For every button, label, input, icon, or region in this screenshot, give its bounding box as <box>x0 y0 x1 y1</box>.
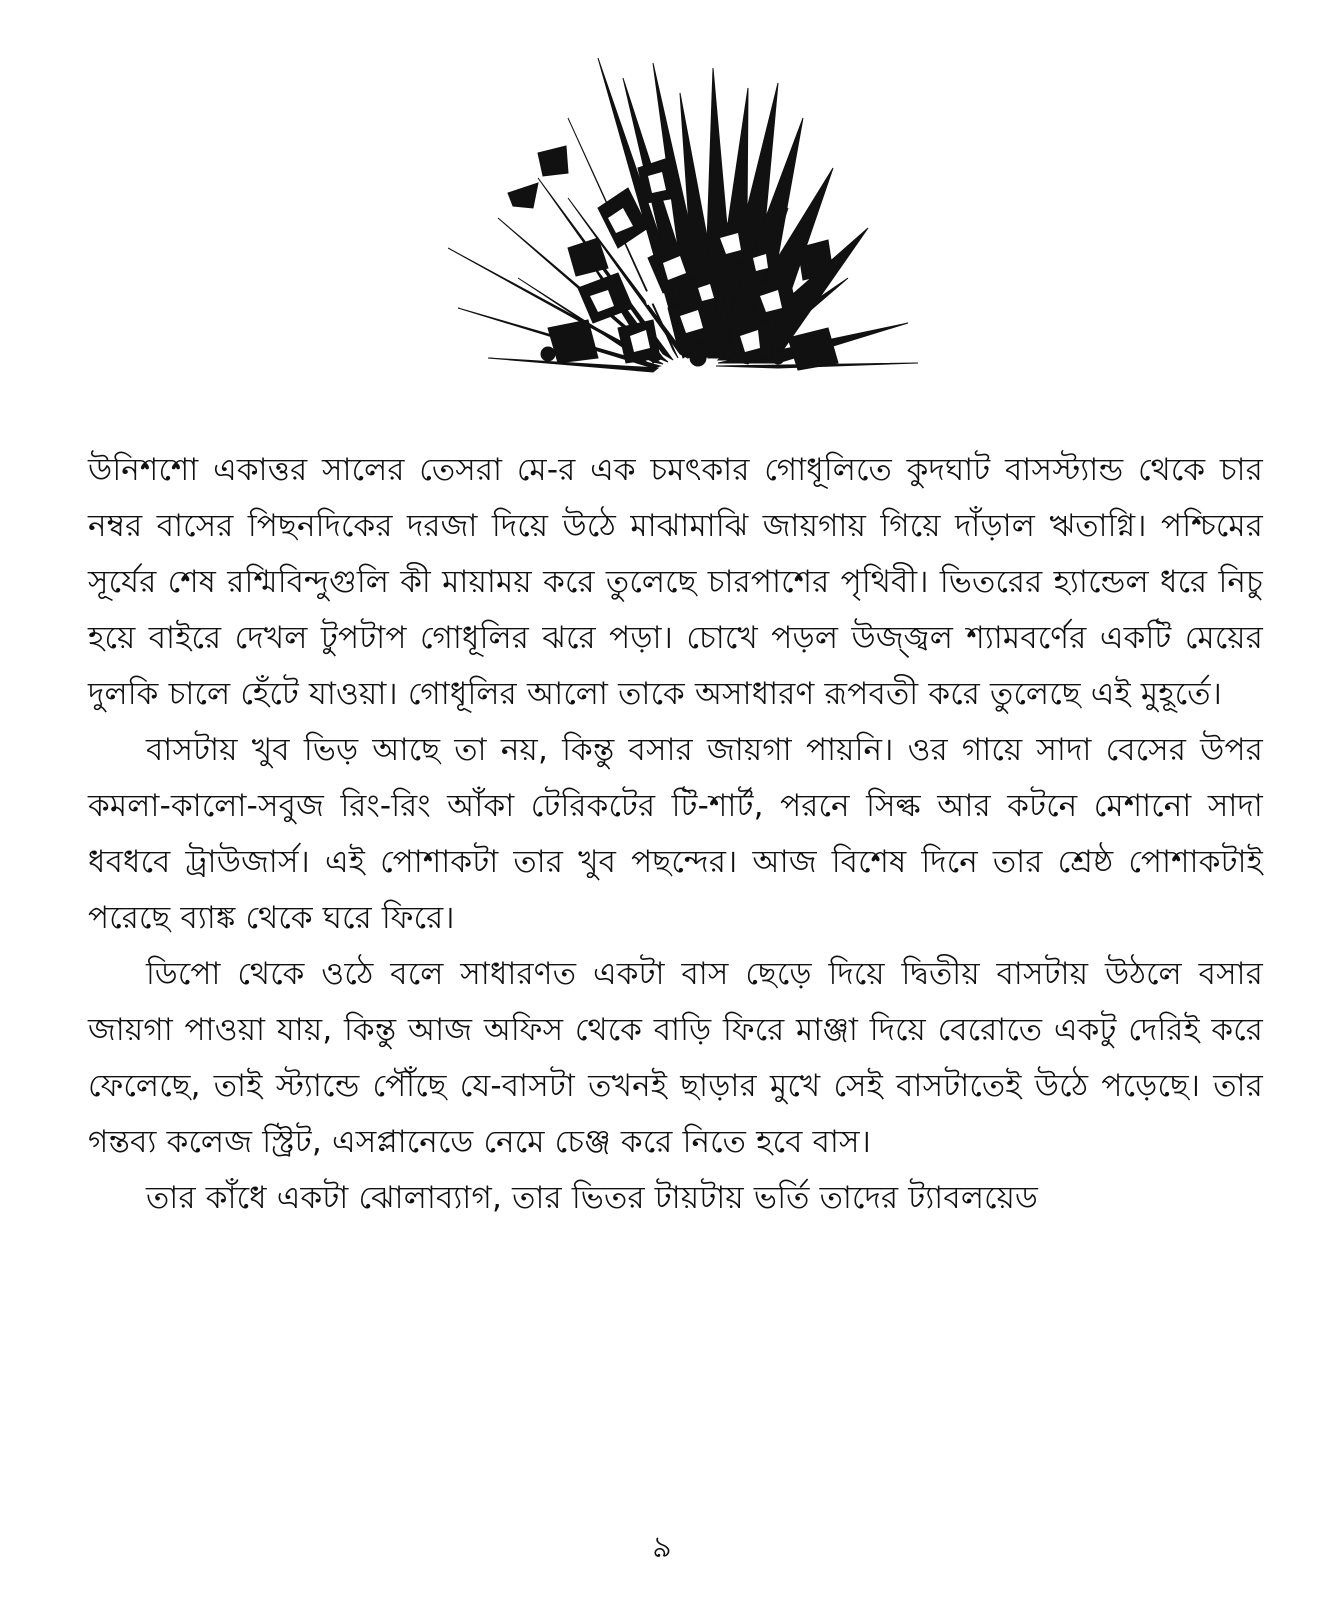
paragraph-3: ডিপো থেকে ওঠে বলে সাধারণত একটা বাস ছেড়ে দিয়ে দ্বিতীয় বাসটায় উঠলে বসার জায়গা পাওয়া যায়, কিন্তু আজ অফিস থেকে বাড়ি ফিরে মাঞ্জা দিয়ে বেরোতে একটু দেরিই করে ফেলেছে, তাই স্ট্যান্ডে পৌঁছে যে-বাসটা তখনই ছাড়ার মুখে সেই বাসটাতেই উঠে পড়েছে। তার গন্তব্য কলেজ স্ট্রিট, এসপ্লানেডে নেমে চেঞ্জ করে নিতে হবে বাস। <box>88 956 1263 1160</box>
chapter-ornament-burst <box>448 58 918 383</box>
body-text <box>88 442 1263 1226</box>
paragraph-1: উনিশশো একাত্তর সালের তেসরা মে-র এক চমৎকার গোধূলিতে কুদঘাট বাসস্ট্যান্ড থেকে চার নম্বর বাসের পিছনদিকের দরজা দিয়ে উঠে মাঝামাঝি জায়গায় গিয়ে দাঁড়াল ঋতাগ্নি। পশ্চিমের সূর্যের শেষ রশ্মিবিন্দুগুলি কী মায়াময় করে তুলেছে চারপাশের পৃথিবী। ভিতরের হ্যান্ডেল ধরে নিচু হয়ে বাইরে দেখল টুপটাপ গোধূলির ঝরে পড়া। চোখে পড়ল উজ্জ্বল শ্যামবর্ণের একটি মেয়ের দুলকি চালে হেঁটে যাওয়া। গোধূলির আলো তাকে অসাধারণ রূপবতী করে তুলেছে এই মুহূর্তে। <box>88 452 1263 712</box>
page-number: ৯ <box>652 1530 672 1565</box>
paragraph-4: তার কাঁধে একটা ঝোলাব্যাগ, তার ভিতর টায়টায় ভর্তি তাদের ট্যাবলয়েড <box>146 1180 1039 1216</box>
paragraph-2: বাসটায় খুব ভিড় আছে তা নয়, কিন্তু বসার জায়গা পায়নি। ওর গায়ে সাদা বেসের উপর কমলা-কালো-সবুজ রিং-রিং আঁকা টেরিকটের টি-শার্ট, পরনে সিল্ক আর কটনে মেশানো সাদা ধবধবে ট্রাউজার্স। এই পোশাকটা তার খুব পছন্দের। আজ বিশেষ দিনে তার শ্রেষ্ঠ পোশাকটাই পরেছে ব্যাঙ্ক থেকে ঘরে ফিরে। <box>88 732 1263 936</box>
